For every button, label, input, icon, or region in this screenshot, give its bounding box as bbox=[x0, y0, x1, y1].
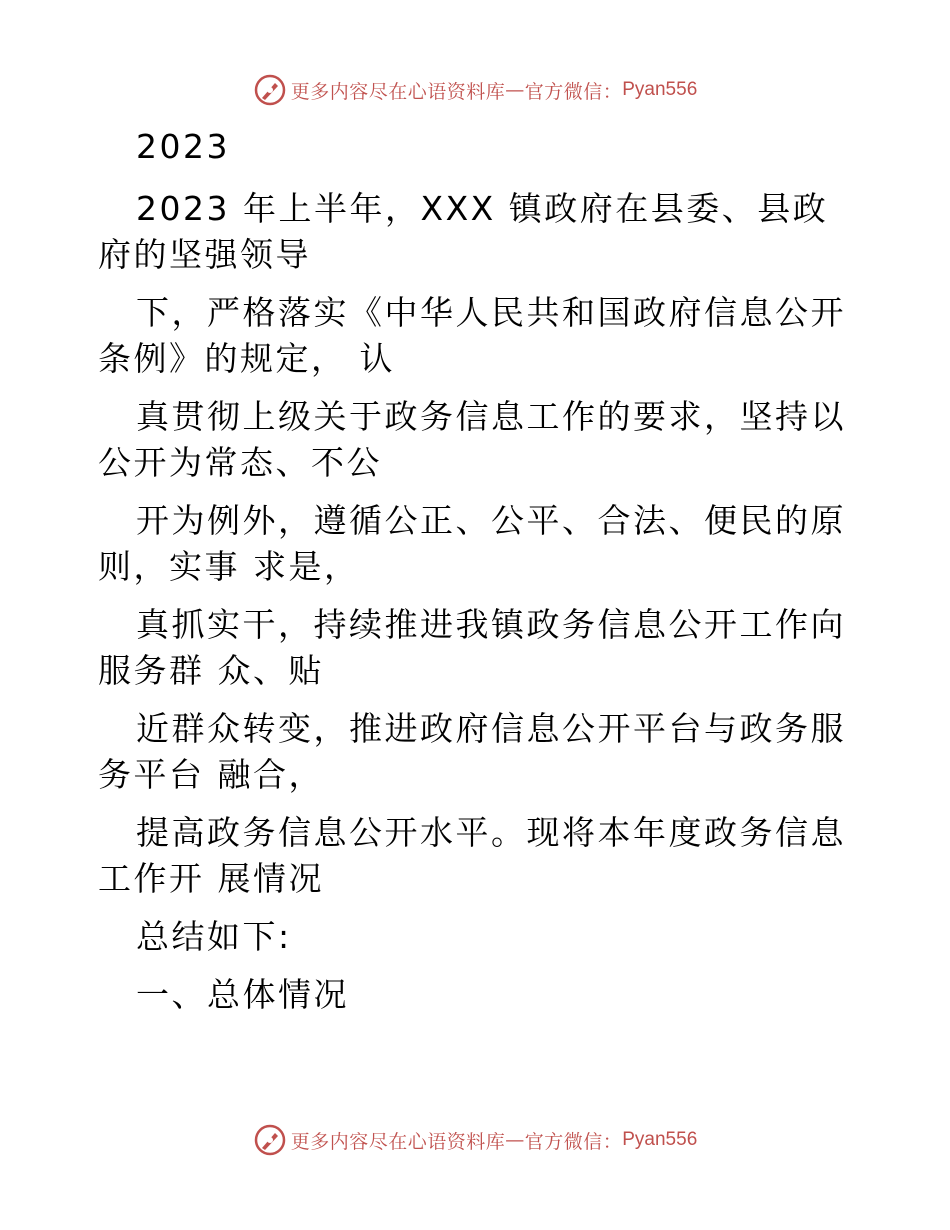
watermark-handle: Pyan556 bbox=[622, 79, 698, 100]
document-body bbox=[98, 124, 858, 1030]
paragraph-requirements: 真贯彻上级关于政务信息工作的要求，坚持以公开为常态、不公 bbox=[98, 397, 846, 482]
paragraph-level: 提高政务信息公开水平。现将本年度政务信息工作开 展情况 bbox=[98, 813, 846, 898]
watermark-site-text: 更多内容尽在心语资料库 bbox=[290, 80, 506, 103]
watermark-handle: Pyan556 bbox=[622, 1129, 698, 1150]
paragraph-summary: 总结如下: bbox=[136, 917, 292, 956]
watermark-separator: — bbox=[505, 79, 525, 101]
paragraph-year: 2023 bbox=[136, 127, 230, 166]
paragraph-service: 真抓实干，持续推进我镇政务信息公开工作向服务群 众、贴 bbox=[98, 605, 846, 690]
paragraph-regulation: 下，严格落实《中华人民共和国政府信息公开条例》的规定， 认 bbox=[98, 293, 846, 378]
pen-logo-icon bbox=[253, 1123, 287, 1157]
header-watermark bbox=[0, 70, 950, 110]
section-heading-overall: 一、总体情况 bbox=[136, 975, 349, 1014]
watermark-label: 官方微信： bbox=[524, 1130, 623, 1153]
paragraph-intro: 2023 年上半年，XXX 镇政府在县委、县政府的坚强领导 bbox=[98, 189, 829, 274]
watermark-separator: — bbox=[505, 1129, 525, 1151]
watermark-site-text: 更多内容尽在心语资料库 bbox=[290, 1130, 506, 1153]
pen-logo-icon bbox=[253, 73, 287, 107]
paragraph-principles: 开为例外，遵循公正、公平、合法、便民的原则，实事 求是， bbox=[98, 501, 846, 586]
watermark-label: 官方微信： bbox=[524, 80, 623, 103]
footer-watermark bbox=[0, 1120, 950, 1160]
paragraph-platform: 近群众转变，推进政府信息公开平台与政务服务平台 融合， bbox=[98, 709, 846, 794]
